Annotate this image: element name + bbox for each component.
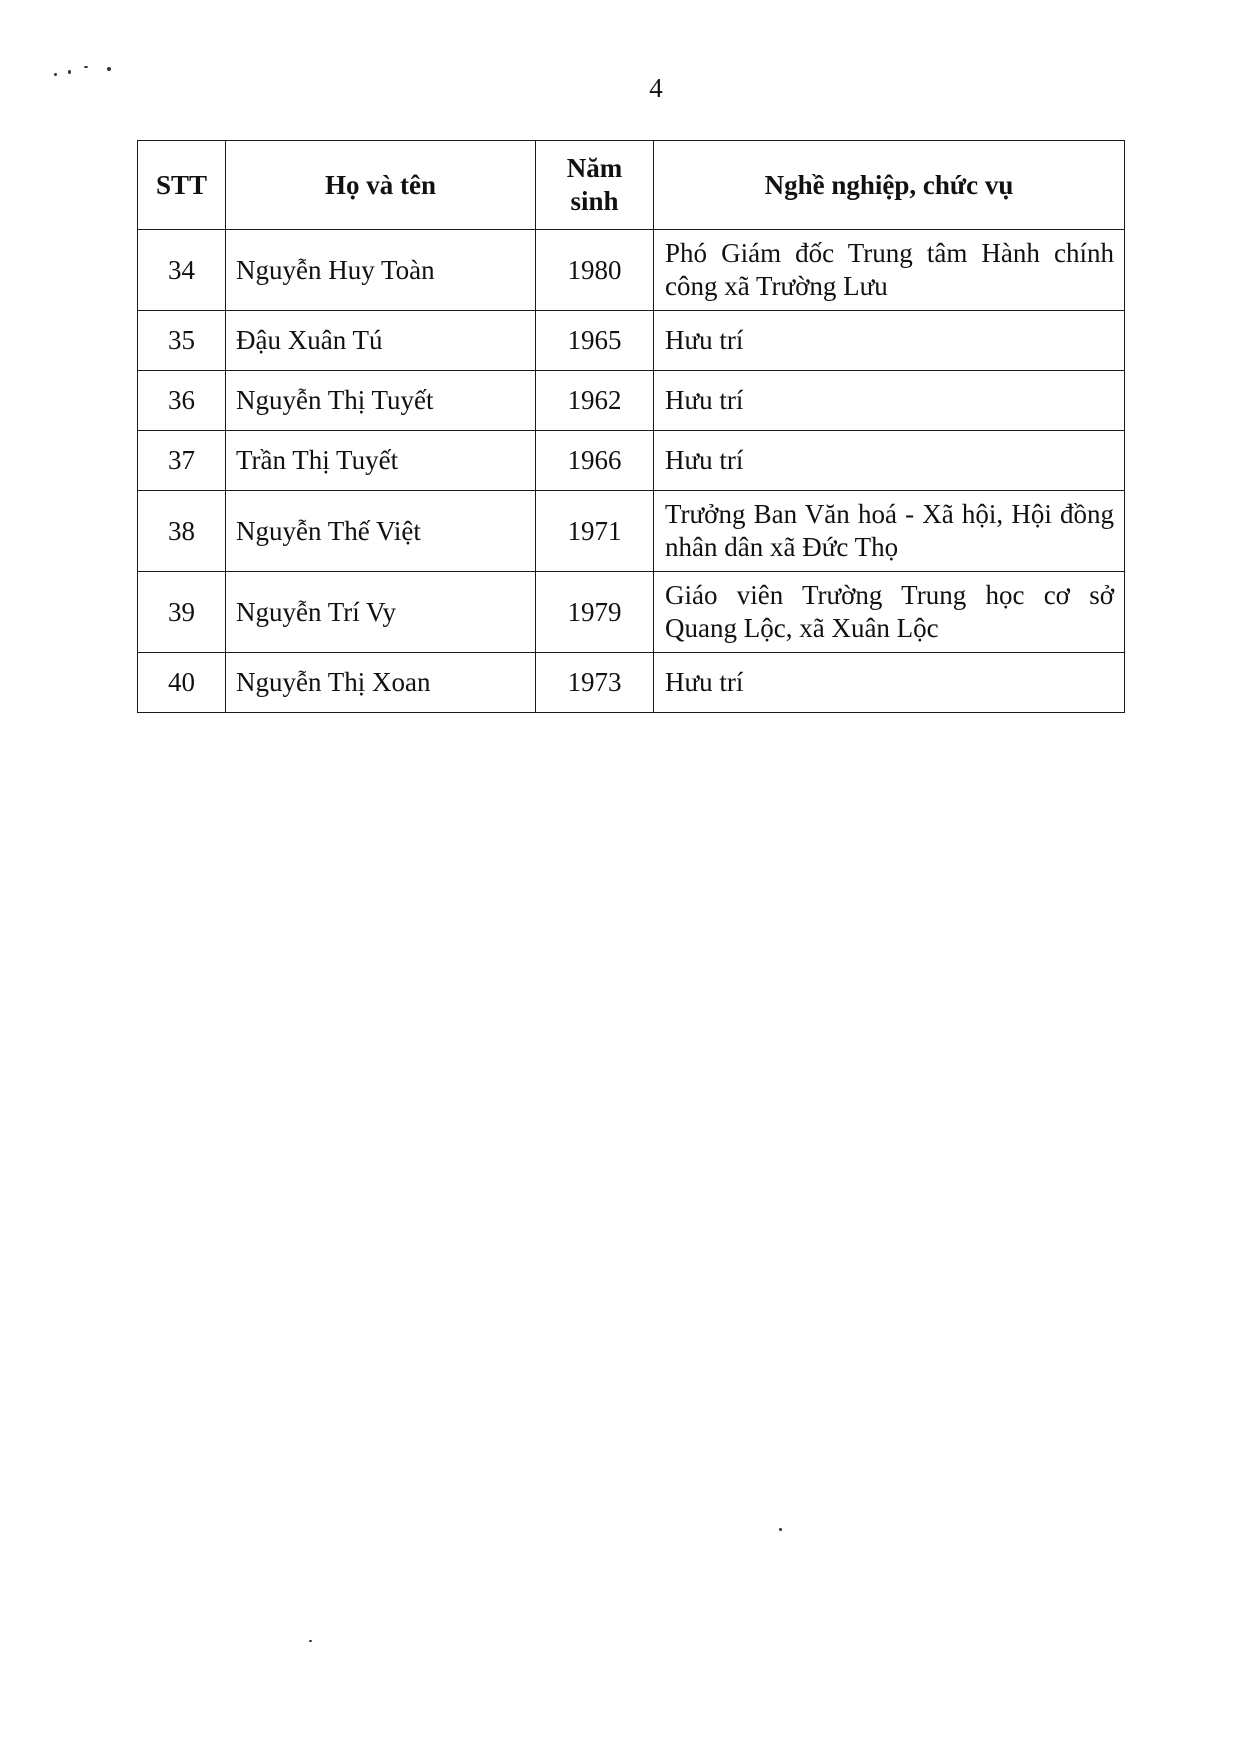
table-row [138,311,1125,371]
header-name: Họ và tên [226,141,536,230]
cell-job: Giáo viên Trường Trung học cơ sở Quang Lộc, xã Xuân Lộc [654,572,1125,653]
table-row [138,230,1125,311]
cell-job: Trưởng Ban Văn hoá - Xã hội, Hội đồng nhân dân xã Đức Thọ [654,491,1125,572]
cell-year: 1979 [536,572,654,653]
cell-year: 1971 [536,491,654,572]
table-row [138,572,1125,653]
speck [779,1528,782,1531]
speck [84,66,88,68]
header-stt: STT [138,141,226,230]
header-job: Nghề nghiệp, chức vụ [654,141,1125,230]
header-year [536,141,654,230]
cell-name: Nguyễn Thế Việt [226,491,536,572]
cell-name: Đậu Xuân Tú [226,311,536,371]
member-table [137,140,1125,713]
cell-stt: 39 [138,572,226,653]
cell-name: Nguyễn Thị Xoan [226,653,536,713]
cell-job: Hưu trí [654,653,1125,713]
table-row [138,491,1125,572]
table-header-row [138,141,1125,230]
cell-stt: 37 [138,431,226,491]
cell-name: Nguyễn Huy Toàn [226,230,536,311]
cell-year: 1973 [536,653,654,713]
speck [107,67,111,71]
header-year-label: Năm sinh [566,153,623,216]
cell-job: Hưu trí [654,311,1125,371]
cell-job: Hưu trí [654,431,1125,491]
cell-stt: 36 [138,371,226,431]
cell-name: Nguyễn Thị Tuyết [226,371,536,431]
cell-year: 1962 [536,371,654,431]
cell-year: 1966 [536,431,654,491]
page-number: 4 [649,73,663,103]
cell-job: Hưu trí [654,371,1125,431]
cell-stt: 40 [138,653,226,713]
cell-stt: 35 [138,311,226,371]
cell-year: 1980 [536,230,654,311]
cell-year: 1965 [536,311,654,371]
cell-name: Nguyễn Trí Vy [226,572,536,653]
speck [309,1640,312,1642]
table-row [138,431,1125,491]
cell-name: Trần Thị Tuyết [226,431,536,491]
cell-stt: 38 [138,491,226,572]
cell-stt: 34 [138,230,226,311]
table-row [138,371,1125,431]
cell-job: Phó Giám đốc Trung tâm Hành chính công xã Trường Lưu [654,230,1125,311]
table-row [138,653,1125,713]
